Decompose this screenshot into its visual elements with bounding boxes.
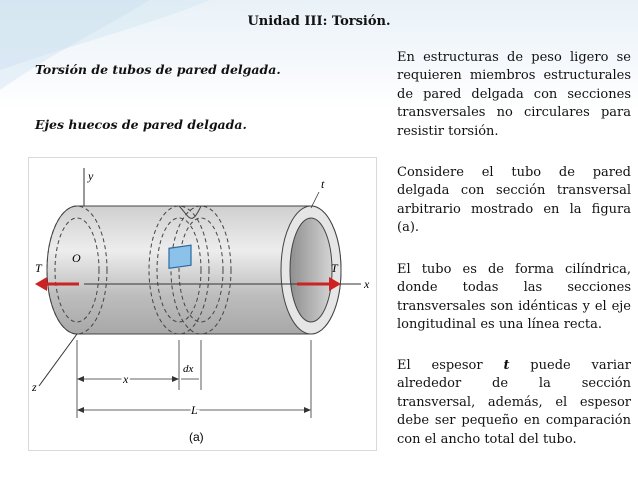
tube-diagram bbox=[29, 158, 376, 450]
thickness-leader bbox=[311, 192, 319, 208]
paragraph-4-lead: El espesor bbox=[397, 358, 504, 373]
paragraph-4 bbox=[397, 357, 631, 449]
dim-L-label: L bbox=[191, 403, 198, 417]
torque-label-left: T bbox=[35, 261, 42, 275]
figure-caption: (a) bbox=[189, 430, 204, 444]
dim-x-arrow-left bbox=[77, 376, 84, 382]
dim-x-label: x bbox=[123, 372, 129, 386]
torque-arrowhead-left bbox=[35, 277, 47, 291]
torque-label-right: T bbox=[331, 261, 338, 275]
dim-L-arrow-right bbox=[304, 407, 311, 413]
paragraph-1: En estructuras de peso ligero se requieren miembros estructurales de pared delgada con secciones transversales no circulares para resistir torsión. bbox=[397, 50, 631, 139]
z-axis-label: z bbox=[32, 380, 37, 394]
z-axis-line bbox=[39, 334, 77, 386]
paragraph-2: Considere el tubo de pared delgada con sección transversal arbitrario mostrado en la figura (a). bbox=[397, 165, 631, 236]
subheading-hollow-shafts: Ejes huecos de pared delgada. bbox=[35, 117, 247, 132]
dim-L-arrow-left bbox=[77, 407, 84, 413]
slide-title: Unidad III: Torsión. bbox=[247, 14, 391, 29]
dim-dx-label: dx bbox=[183, 363, 194, 375]
thickness-symbol: t bbox=[503, 358, 510, 373]
paragraph-3: El tubo es de forma cilíndrica, donde todas las secciones transversales son idénticas y el eje longitudinal es una línea recta. bbox=[397, 262, 631, 333]
stress-element bbox=[169, 245, 191, 268]
y-axis-label: y bbox=[88, 169, 94, 183]
subheading-thin-walled-tubes: Torsión de tubos de pared delgada. bbox=[35, 62, 281, 77]
x-axis-label: x bbox=[364, 277, 370, 291]
paragraph-4-tail: puede variar alrededor de la sección transversal, además, el espesor debe ser pequeño en comparación con el ancho total del tubo. bbox=[397, 358, 631, 447]
thickness-label: t bbox=[321, 177, 325, 191]
tube-right-bore bbox=[290, 218, 332, 322]
dim-x-arrow-right bbox=[172, 376, 179, 382]
origin-label: O bbox=[72, 251, 81, 265]
tube-figure bbox=[28, 157, 377, 451]
